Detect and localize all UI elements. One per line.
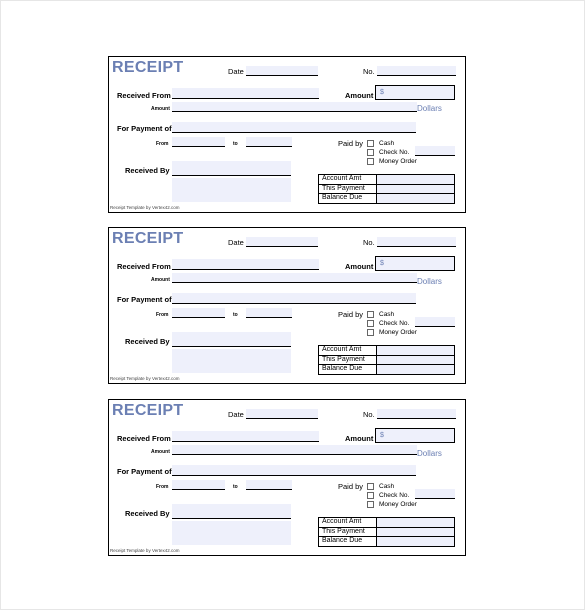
from-date-field[interactable] <box>172 480 225 490</box>
amount-label: Amount <box>345 434 374 443</box>
check-checkbox[interactable] <box>367 149 374 156</box>
check-checkbox[interactable] <box>367 492 374 499</box>
cash-label: Cash <box>379 140 395 147</box>
receipt-number-label: No. <box>363 238 375 247</box>
account-amt-label: Account Amt <box>319 518 377 528</box>
date-label: Date <box>228 238 244 247</box>
to-label: to <box>233 141 238 147</box>
receipt-form-2 <box>108 227 466 384</box>
money-order-label: Money Order <box>379 158 417 165</box>
balance-due-label: Balance Due <box>319 537 377 547</box>
receipt-form-3 <box>108 399 466 556</box>
check-number-field[interactable] <box>415 317 455 327</box>
dollars-label: Dollars <box>417 277 442 286</box>
amount-field[interactable] <box>375 85 455 100</box>
to-label: to <box>233 484 238 490</box>
amount-field[interactable] <box>375 256 455 271</box>
cash-checkbox[interactable] <box>367 140 374 147</box>
balance-table <box>318 517 455 547</box>
this-payment-field[interactable] <box>377 527 455 537</box>
amount-words-field[interactable] <box>172 445 417 455</box>
from-date-field[interactable] <box>172 308 225 318</box>
receipt-number-label: No. <box>363 410 375 419</box>
balance-table <box>318 174 455 204</box>
account-amt-label: Account Amt <box>319 346 377 356</box>
from-label: From <box>156 312 169 318</box>
received-by-signature-area[interactable] <box>172 521 291 545</box>
dollars-label: Dollars <box>417 104 442 113</box>
receipt-number-field[interactable] <box>377 66 456 76</box>
received-from-label: Received From <box>117 262 171 271</box>
received-by-label: Received By <box>125 337 170 346</box>
check-label: Check No. <box>379 149 410 156</box>
paid-by-label: Paid by <box>338 482 364 491</box>
received-by-signature-area[interactable] <box>172 349 291 373</box>
received-by-label: Received By <box>125 166 170 175</box>
money-order-checkbox[interactable] <box>367 329 374 336</box>
to-date-field[interactable] <box>246 137 292 147</box>
received-from-field[interactable] <box>172 88 319 99</box>
received-by-label: Received By <box>125 509 170 518</box>
amount-label: Amount <box>345 91 374 100</box>
money-order-label: Money Order <box>379 329 417 336</box>
date-field[interactable] <box>246 66 318 76</box>
this-payment-label: This Payment <box>319 527 377 537</box>
amount-label: Amount <box>345 262 374 271</box>
receipt-title: RECEIPT <box>112 402 184 419</box>
receipt-form-1 <box>108 56 466 213</box>
date-field[interactable] <box>246 237 318 247</box>
received-by-field[interactable] <box>172 332 291 347</box>
cash-label: Cash <box>379 483 395 490</box>
receipt-number-field[interactable] <box>377 237 456 247</box>
dollar-sign: $ <box>380 89 384 96</box>
footer-credit: Receipt Template by Vertex42.com <box>110 205 180 210</box>
footer-credit: Receipt Template by Vertex42.com <box>110 376 180 381</box>
dollar-sign: $ <box>380 260 384 267</box>
for-payment-field[interactable] <box>172 293 416 304</box>
date-field[interactable] <box>246 409 318 419</box>
received-by-signature-area[interactable] <box>172 178 291 202</box>
received-from-field[interactable] <box>172 431 319 442</box>
from-label: From <box>156 484 169 490</box>
received-from-label: Received From <box>117 434 171 443</box>
received-from-field[interactable] <box>172 259 319 270</box>
footer-credit: Receipt Template by Vertex42.com <box>110 548 180 553</box>
dollar-sign: $ <box>380 432 384 439</box>
receipt-title: RECEIPT <box>112 59 184 76</box>
amount-field[interactable] <box>375 428 455 443</box>
received-by-field[interactable] <box>172 161 291 176</box>
for-payment-field[interactable] <box>172 465 416 476</box>
for-payment-label: For Payment of <box>117 124 172 133</box>
amount-words-field[interactable] <box>172 273 417 283</box>
money-order-checkbox[interactable] <box>367 501 374 508</box>
check-number-field[interactable] <box>415 489 455 499</box>
cash-label: Cash <box>379 311 395 318</box>
this-payment-field[interactable] <box>377 184 455 194</box>
balance-due-field[interactable] <box>377 365 455 375</box>
balance-due-label: Balance Due <box>319 365 377 375</box>
balance-due-field[interactable] <box>377 537 455 547</box>
account-amt-label: Account Amt <box>319 175 377 185</box>
dollars-label: Dollars <box>417 449 442 458</box>
balance-due-label: Balance Due <box>319 194 377 204</box>
balance-table <box>318 345 455 375</box>
cash-checkbox[interactable] <box>367 311 374 318</box>
check-label: Check No. <box>379 492 410 499</box>
receipt-title: RECEIPT <box>112 230 184 247</box>
amount-words-field[interactable] <box>172 102 417 112</box>
paid-by-label: Paid by <box>338 310 364 319</box>
receipt-number-label: No. <box>363 67 375 76</box>
to-date-field[interactable] <box>246 480 292 490</box>
for-payment-label: For Payment of <box>117 295 172 304</box>
date-label: Date <box>228 410 244 419</box>
this-payment-label: This Payment <box>319 355 377 365</box>
date-label: Date <box>228 67 244 76</box>
money-order-checkbox[interactable] <box>367 158 374 165</box>
this-payment-field[interactable] <box>377 355 455 365</box>
balance-due-field[interactable] <box>377 194 455 204</box>
money-order-label: Money Order <box>379 501 417 508</box>
paid-by-label: Paid by <box>338 139 364 148</box>
this-payment-label: This Payment <box>319 184 377 194</box>
account-amt-field[interactable] <box>377 346 455 356</box>
check-label: Check No. <box>379 320 410 327</box>
check-checkbox[interactable] <box>367 320 374 327</box>
amount-words-label: Amount <box>151 449 170 455</box>
check-number-field[interactable] <box>415 146 455 156</box>
receipt-number-field[interactable] <box>377 409 456 419</box>
from-label: From <box>156 141 169 147</box>
account-amt-field[interactable] <box>377 175 455 185</box>
amount-words-label: Amount <box>151 277 170 283</box>
to-date-field[interactable] <box>246 308 292 318</box>
amount-words-label: Amount <box>151 106 170 112</box>
received-from-label: Received From <box>117 91 171 100</box>
for-payment-field[interactable] <box>172 122 416 133</box>
account-amt-field[interactable] <box>377 518 455 528</box>
from-date-field[interactable] <box>172 137 225 147</box>
to-label: to <box>233 312 238 318</box>
received-by-field[interactable] <box>172 504 291 519</box>
cash-checkbox[interactable] <box>367 483 374 490</box>
for-payment-label: For Payment of <box>117 467 172 476</box>
